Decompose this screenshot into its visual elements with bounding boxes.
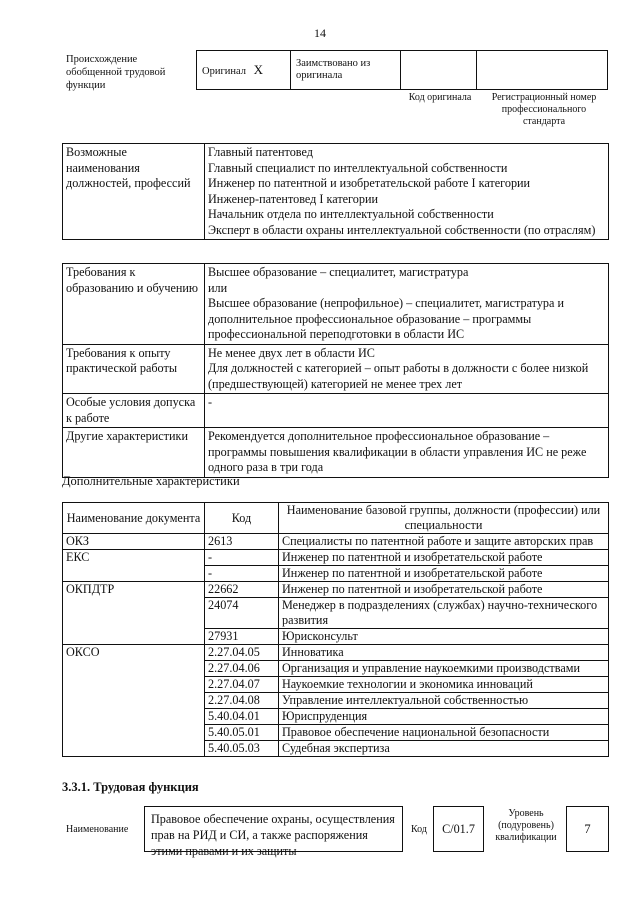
positions-list [205,144,609,240]
function-code-box: C/01.7 [433,806,484,852]
code-cell: 2613 [205,534,279,550]
code-cell: 2.27.04.07 [205,677,279,693]
name-cell: Инноватика [279,645,609,661]
doc-cell: ОКЗ [63,534,205,550]
requirement-row [63,344,609,394]
code-cell: - [205,566,279,582]
table-row [63,645,609,661]
col-header-doc: Наименование документа [63,503,205,534]
code-cell: 2.27.04.08 [205,693,279,709]
requirement-row [63,264,609,345]
reg-number-cell [477,51,608,90]
code-original-label: Код оригинала [408,92,472,103]
requirements-table [62,263,609,478]
name-cell: Организация и управление наукоемкими производствами [279,661,609,677]
name-cell: Инженер по патентной и изобретательской работе [279,582,609,598]
requirement-text [205,394,609,428]
name-cell: Инженер по патентной и изобретательской работе [279,550,609,566]
requirement-row [63,428,609,478]
extra-table [62,502,609,757]
name-cell: Юриспруденция [279,709,609,725]
name-cell: Инженер по патентной и изобретательской работе [279,566,609,582]
original-mark: X [253,62,264,77]
requirement-text [205,428,609,478]
requirement-line: Не менее двух лет в области ИС [208,345,375,360]
table-row [63,534,609,550]
code-cell: - [205,550,279,566]
requirement-line: Высшее образование – специалитет, магистратура [208,265,469,279]
code-cell: 5.40.04.01 [205,709,279,725]
name-cell: Менеджер в подразделениях (службах) научно-технического развития [279,598,609,629]
code-cell: 5.40.05.03 [205,741,279,757]
name-cell: Наукоемкие технологии и экономика инноваций [279,677,609,693]
requirement-line: - [208,395,213,409]
code-cell: 22662 [205,582,279,598]
doc-cell: ЕКС [63,550,205,582]
requirement-line: Высшее образование (непрофильное) – специалитет, магистратура и дополнительное профессиональное образование – программы профессиональной переподготовки в области ИС [208,296,565,341]
table-row [63,550,609,566]
function-level-label: Уровень (подуровень) квалификации [495,808,557,843]
position-item: Инженер-патентовед I категории [208,191,378,206]
positions-table [62,143,609,240]
extra-title: Дополнительные характеристики [62,474,240,488]
origin-label: Происхождение обобщенной трудовой функции [66,54,166,91]
code-original-cell [401,51,477,90]
requirement-text [205,344,609,394]
position-item: Инженер по патентной и изобретательской работе I категории [208,176,531,190]
function-heading: 3.3.1. Трудовая функция [62,780,199,794]
requirement-label: Другие характеристики [63,428,205,478]
requirement-line: Для должностей с категорией – опыт работы в должности с более низкой (предшествующей) категорией не менее трех лет [208,361,589,391]
doc-cell: ОКСО [63,645,205,757]
requirement-row [63,394,609,428]
position-item: Начальник отдела по интеллектуальной собственности [208,207,494,221]
name-cell: Правовое обеспечение национальной безопасности [279,725,609,741]
requirement-label: Особые условия допуска к работе [63,394,205,428]
doc-cell: ОКПДТР [63,582,205,645]
name-cell: Судебная экспертиза [279,741,609,757]
requirement-text [205,264,609,345]
name-cell: Юрисконсульт [279,629,609,645]
position-item: Эксперт в области охраны интеллектуальной собственности (по отраслям) [208,222,596,237]
name-cell: Управление интеллектуальной собственностью [279,693,609,709]
position-item: Главный патентовед [208,145,313,159]
col-header-name: Наименование базовой группы, должности (профессии) или специальности [279,503,609,534]
code-cell: 27931 [205,629,279,645]
original-label: Оригинал [202,66,246,77]
reg-number-label: Регистрационный номер профессионального стандарта [491,92,597,127]
function-level-box: 7 [566,806,609,852]
code-cell: 2.27.04.05 [205,645,279,661]
position-item: Главный специалист по интеллектуальной собственности [208,160,508,175]
table-row [63,582,609,598]
requirement-label: Требования к образованию и обучению [63,264,205,345]
borrowed-label: Заимствовано из оригинала [291,51,401,90]
positions-label: Возможные наименования должностей, профессий [63,144,205,240]
requirement-line: или [208,280,228,295]
code-cell: 24074 [205,598,279,629]
name-cell: Специалисты по патентной работе и защите авторских прав [279,534,609,550]
requirement-line: Рекомендуется дополнительное профессиональное образование – программы повышения квалификации в области управления ИС не реже одного раза в три года [208,429,587,474]
col-header-code: Код [205,503,279,534]
origin-table [196,50,608,90]
requirement-label: Требования к опыту практической работы [63,344,205,394]
original-cell [197,51,291,90]
page-number: 14 [314,26,326,40]
code-cell: 2.27.04.06 [205,661,279,677]
function-code-label: Код [411,824,427,835]
function-name-label: Наименование [66,824,129,835]
code-cell: 5.40.05.01 [205,725,279,741]
function-name-box: Правовое обеспечение охраны, осуществления прав на РИД и СИ, а также распоряжения этими правами и их защиты [144,806,403,852]
